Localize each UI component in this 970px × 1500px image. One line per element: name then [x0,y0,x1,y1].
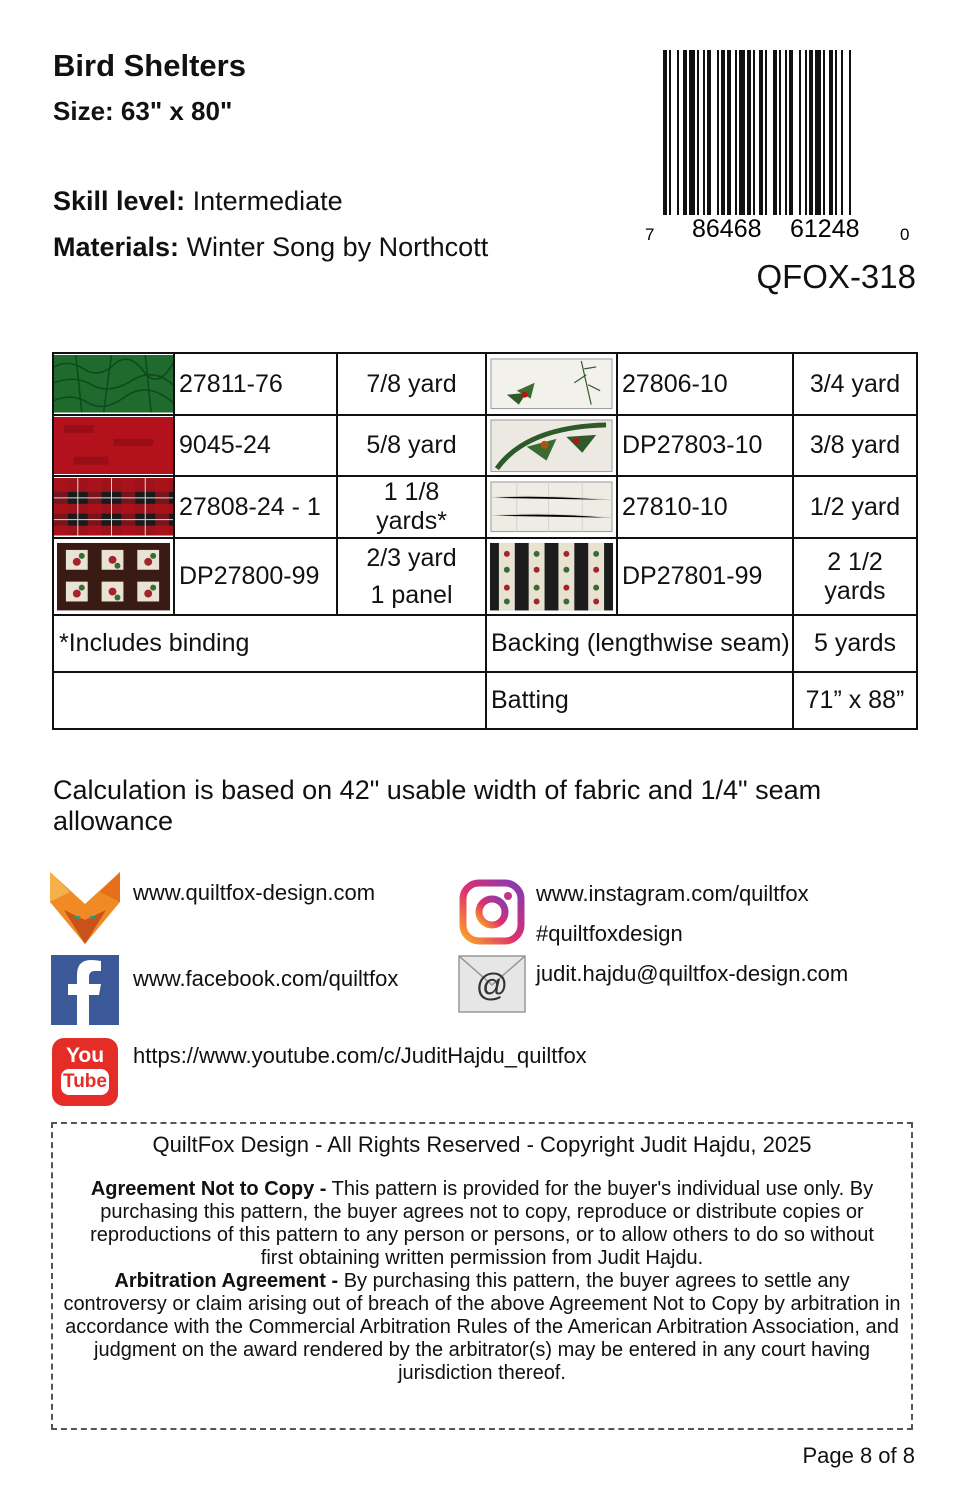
youtube-link[interactable]: https://www.youtube.com/c/JuditHajdu_quiltfox [133,1043,587,1068]
backing-label: Backing (lengthwise seam) [486,615,793,672]
facebook-link[interactable]: www.facebook.com/quiltfox [133,966,399,991]
agreement-paragraph: Agreement Not to Copy - This pattern is provided for the buyer's individual use only. By purchasing this pattern, the buyer agrees not to copy, reproduce or distribute copies or reproductions of this pattern to any person or persons, or to allow others to do so without first obtaining written permission from Judit Hajdu. [90,1178,874,1269]
fabric-swatch-wood [486,476,617,538]
fabric-code: DP27803-10 [617,415,793,476]
facebook-icon [51,955,119,1025]
page-number: Page 8 of 8 [802,1443,915,1468]
quiltfox-logo-icon [50,872,120,944]
fabric-code: 27808-24 - 1 [174,476,337,538]
backing-qty: 5 yards [793,615,917,672]
pattern-title: Bird Shelters [53,48,246,83]
fabric-qty: 7/8 yard [337,353,486,415]
email-icon: @ [458,955,526,1013]
batting-qty: 71” x 88” [793,672,917,729]
barcode-right-digit: 0 [900,225,910,244]
table-row [53,672,917,729]
fabric-swatch-panel [53,538,174,615]
fabric-code: DP27801-99 [617,538,793,615]
table-row [53,476,917,538]
batting-label: Batting [486,672,793,729]
arbitration-paragraph: Arbitration Agreement - By purchasing this pattern, the buyer agrees to settle any controversy or claim arising out of breach of the above Agreement Not to Copy by arbitration in accordance with the Commercial Arbitration Rules of the American Arbitration Association, and judgment on the award rendered by the arbitrator(s) may be entered in any court having jurisdiction thereof. [63,1270,901,1384]
skill-level-label: Skill level: [53,186,186,216]
product-sku: QFOX-318 [756,258,916,295]
fabric-swatch-wreath [486,415,617,476]
fabric-swatch-green [53,353,174,415]
fabric-swatch-holly [486,353,617,415]
hashtag-text: #quiltfoxdesign [536,921,683,946]
fabric-code: 9045-24 [174,415,337,476]
fabric-swatch-red [53,415,174,476]
fabric-qty: 1 1/8 yards* [337,476,486,538]
table-row [53,538,917,615]
materials-value: Winter Song by Northcott [179,232,489,262]
materials-label: Materials: [53,232,180,262]
skill-level-value: Intermediate [185,186,343,216]
fabric-code: 27811-76 [174,353,337,415]
fabric-swatch-plaid [53,476,174,538]
fabric-qty: 3/8 yard [793,415,917,476]
calculation-note: Calculation is based on 42" usable width of fabric and 1/4" seam allowance [53,775,822,836]
fabric-requirements-table [52,352,918,730]
table-row [53,615,917,672]
instagram-link[interactable]: www.instagram.com/quiltfox [536,881,809,906]
instagram-icon [459,879,525,945]
fabric-qty: 2/3 yard 1 panel [337,538,486,615]
fabric-swatch-stripe [486,538,617,615]
barcode-group-2: 61248 [790,215,860,243]
binding-note: *Includes binding [53,615,486,672]
table-row [53,415,917,476]
legal-notice [51,1122,913,1430]
table-row [53,353,917,415]
fabric-code: DP27800-99 [174,538,337,615]
fabric-qty: 3/4 yard [793,353,917,415]
email-link[interactable]: judit.hajdu@quiltfox-design.com [536,961,849,986]
skill-level [53,186,343,217]
fabric-qty: 1/2 yard [793,476,917,538]
fabric-code: 27810-10 [617,476,793,538]
barcode-left-digit: 7 [645,225,655,244]
youtube-icon: You Tube [52,1038,118,1106]
copyright-text: QuiltFox Design - All Rights Reserved - Copyright Judit Hajdu, 2025 [152,1132,812,1157]
empty-cell [53,672,486,729]
fabric-qty: 5/8 yard [337,415,486,476]
materials [53,232,488,263]
website-link[interactable]: www.quiltfox-design.com [133,880,376,905]
barcode [645,50,915,245]
pattern-size: Size: 63" x 80" [53,96,233,126]
fabric-qty: 2 1/2 yards [793,538,917,615]
fabric-code: 27806-10 [617,353,793,415]
barcode-group-1: 86468 [692,215,762,243]
